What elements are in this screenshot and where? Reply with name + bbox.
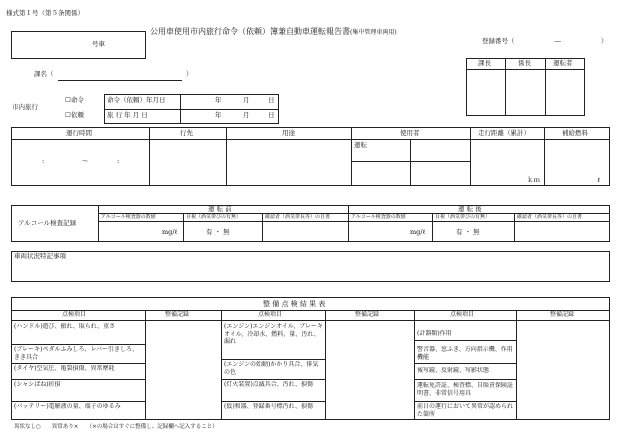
before-unit: mg/ℓ — [162, 228, 178, 236]
car-number-box[interactable] — [11, 31, 146, 59]
after-col-visual: 目視（酒気帯びの有無） — [435, 214, 491, 220]
inspection-header-item-3: 点検項目 — [450, 311, 475, 318]
after-col-meter: アルコール検査器の数値 — [351, 214, 406, 220]
time-tilde: 〜 — [82, 157, 89, 165]
order-month: 月 — [243, 96, 250, 104]
footer-note: 異状なし○ 異常あり× （×の場合はすぐに整備し、記録欄へ記入すること） — [14, 424, 218, 430]
registration-number — [482, 38, 608, 45]
driver-label: 運転 — [354, 141, 367, 149]
header-user: 使用者 — [400, 129, 420, 137]
inspection-item: (シャシばね)折損 — [14, 381, 61, 388]
inspection-item: 運転免許証、検査標、自賠責保険証明書、非常信号用具 — [417, 382, 514, 397]
car-number-label: 号車 — [92, 40, 105, 48]
page-title — [150, 26, 397, 37]
header-destination: 行先 — [180, 129, 193, 137]
inspection-item: 後写鏡、反射鏡、写影状態 — [417, 367, 490, 374]
inspection-header-record-1: 整備記録 — [165, 311, 190, 318]
inspection-item: (灯火装置)点滅具合、汚れ、損傷 — [224, 381, 314, 388]
option-request[interactable]: ☐ 依頼 — [65, 112, 84, 119]
local-travel-label: 市内旅行 — [12, 103, 38, 111]
registration-dash: ― — [554, 37, 561, 45]
inspection-header-record-2: 整備記録 — [355, 311, 380, 318]
header-time: 運行時間 — [66, 129, 92, 137]
header-purpose: 用途 — [282, 129, 295, 137]
title-note: (集中管理車両用) — [350, 29, 397, 36]
section-label: 課名（ — [34, 70, 54, 78]
alcohol-table — [11, 205, 610, 242]
alcohol-before-header: 運 転 前 — [208, 205, 232, 213]
order-year: 年 — [215, 96, 222, 104]
fuel-unit: ℓ — [597, 176, 601, 184]
approval-header-subsection-chief: 係長 — [518, 59, 531, 67]
inspection-item: (エンジンの始動)かかり具合、排気の色 — [224, 361, 319, 376]
inspection-item: (ハンドル)遊び、振れ、取られ、重さ — [14, 323, 116, 330]
inspection-header-item-1: 点検項目 — [62, 311, 87, 318]
inspection-title: 整 備 点 検 結 果 表 — [263, 300, 326, 308]
approval-header-driver: 運転者 — [553, 59, 573, 67]
approval-header-section-chief: 課長 — [478, 59, 491, 67]
inspection-item: 警音器、窓ふき、方向指示機、作用機能 — [417, 346, 513, 361]
registration-label: 登録番号（ — [482, 37, 515, 45]
section-underline — [58, 80, 182, 81]
after-unit: mg/ℓ — [410, 228, 426, 236]
travel-year: 年 — [215, 111, 222, 119]
before-col-visual: 目視（酒気帯びの有無） — [186, 214, 242, 220]
alcohol-after-header: 運 転 後 — [458, 205, 482, 213]
after-col-checker: 確認者（酒気帯長等）の自書 — [517, 214, 583, 220]
travel-day: 日 — [268, 111, 275, 119]
before-col-meter: アルコール検査器の数値 — [101, 214, 156, 220]
after-yesno[interactable]: 有 ・ 無 — [456, 228, 480, 236]
inspection-item: 前日の運行において異常が認められた箇所 — [417, 403, 514, 418]
order-day: 日 — [268, 96, 275, 104]
registration-close: ） — [601, 37, 608, 45]
travel-date-label: 旅 行 年 月 日 — [107, 111, 148, 119]
header-fuel: 補給燃料 — [562, 129, 588, 137]
vehicle-notes-box[interactable] — [11, 251, 610, 282]
vehicle-notes-label: 車両状況特記事項 — [14, 252, 66, 260]
inspection-item: (エンジン)エンジンオイル、ブレーキオイル、冷却水、燃料、量、汚れ、漏れ — [224, 323, 324, 345]
distance-unit: ｋｍ — [527, 176, 540, 184]
title-text: 公用車使用市内旅行命令（依頼）簿兼自動車運転報告書 — [150, 27, 350, 36]
inspection-header-record-3: 整備記録 — [550, 311, 575, 318]
before-col-checker: 確認者（酒気帯長等）の自書 — [265, 214, 331, 220]
inspection-item: (ブレーキ)ペダルふみしろ、レバー引きしろ、きき具合 — [14, 346, 139, 361]
inspection-item: (バッテリー)電解液の量、端子のゆるみ — [14, 403, 121, 410]
order-date-label: 命令（依頼）年月日 — [107, 96, 166, 104]
section-close: ） — [186, 70, 193, 78]
inspection-item: (タイヤ)空気圧、亀裂損傷、異常摩耗 — [14, 365, 115, 372]
header-distance: 走行距離（累計） — [478, 129, 530, 137]
time-colon-start: : — [42, 157, 45, 165]
inspection-header-item-2: 点検項目 — [258, 311, 283, 318]
travel-month: 月 — [243, 111, 250, 119]
time-colon-end: : — [117, 157, 120, 165]
option-order[interactable]: ☐ 命令 — [65, 97, 84, 104]
before-yesno[interactable]: 有 ・ 無 — [206, 228, 230, 236]
inspection-item: (仮)和器、登録番号標汚れ、損傷 — [224, 403, 314, 410]
alcohol-label: アルコール検査記録 — [18, 219, 77, 227]
inspection-item: (計器類)作用 — [417, 330, 452, 337]
form-number: 様式第１号（第５条関係） — [6, 9, 84, 17]
